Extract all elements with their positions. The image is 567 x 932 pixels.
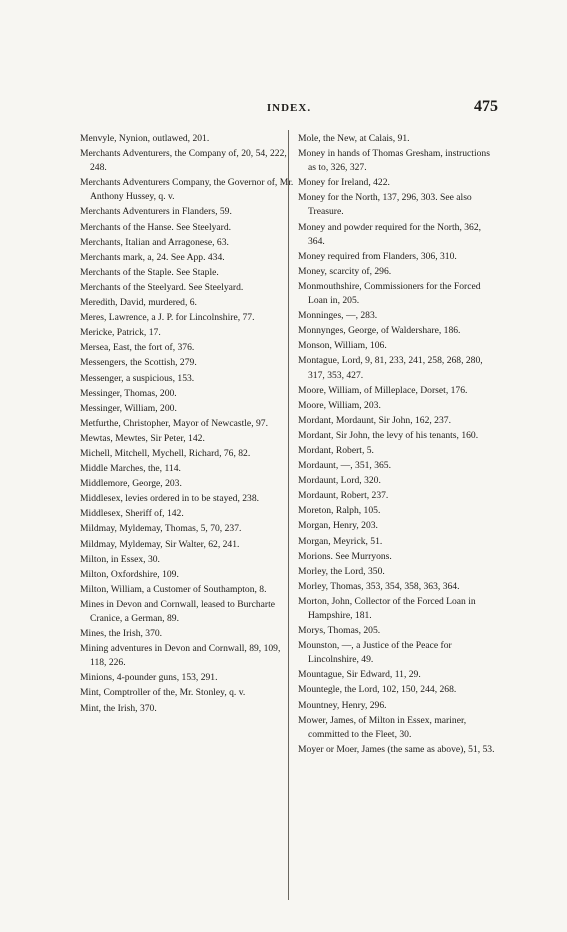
index-entry: Minions, 4-pounder guns, 153, 291. <box>80 672 218 684</box>
index-entry: Mounston, —, a Justice of the Peace for Lincolnshire, 49. <box>298 640 452 666</box>
index-entry: Middlesex, Sheriff of, 142. <box>80 508 184 520</box>
index-entry: Menvyle, Nynion, outlawed, 201. <box>80 133 210 144</box>
index-entry: Mildmay, Myldemay, Sir Walter, 62, 241. <box>80 538 240 550</box>
index-entry: Mines in Devon and Cornwall, leased to Burcharte Cranice, a German, 89. <box>80 598 276 624</box>
index-entry: Meredith, David, murdered, 6. <box>80 297 197 309</box>
page-number: 475 <box>474 98 498 115</box>
index-entry: Money required from Flanders, 306, 310. <box>298 250 457 262</box>
index-entry: Monmouthshire, Commissioners for the Forced Loan in, 205. <box>298 280 481 307</box>
index-entry: Mint, the Irish, 370. <box>80 702 157 714</box>
index-entry: Mordant, Robert, 5. <box>298 444 374 456</box>
index-entry: Monson, William, 106. <box>298 340 387 352</box>
index-entry: Messengers, the Scottish, 279. <box>80 357 197 369</box>
index-entry: Mint, Comptroller of the, Mr. Stonley, q. v. <box>80 687 246 699</box>
index-entry: Mersea, East, the fort of, 376. <box>80 342 195 354</box>
index-entry: Merchants Adventurers in Flanders, 59. <box>80 206 232 218</box>
index-entry: Merchants Adventurers, the Company of, 20, 54, 222, 248. <box>80 148 287 174</box>
index-entry: Morley, the Lord, 350. <box>298 565 385 577</box>
index-entry: Money for the North, 137, 296, 303. See also Treasure. <box>298 192 472 218</box>
index-entry: Mericke, Patrick, 17. <box>80 327 161 339</box>
index-entry: Mountegle, the Lord, 102, 150, 244, 268. <box>298 684 457 696</box>
index-entry: Middle Marches, the, 114. <box>80 463 181 475</box>
index-entry: Michell, Mitchell, Mychell, Richard, 76, 82. <box>80 447 251 459</box>
index-entry: Mordant, Sir John, the levy of his tenants, 160. <box>298 429 479 441</box>
index-entry: Mountague, Sir Edward, 11, 29. <box>298 669 421 681</box>
index-entry: Merchants mark, a, 24. See App. 434. <box>80 251 225 263</box>
index-entry: Milton, Oxfordshire, 109. <box>80 568 179 580</box>
index-entry: Mole, the New, at Calais, 91. <box>298 133 410 144</box>
index-entry: Morgan, Meyrick, 51. <box>298 535 383 547</box>
index-entry: Morley, Thomas, 353, 354, 358, 363, 364. <box>298 580 460 592</box>
index-entry: Moreton, Ralph, 105. <box>298 505 381 517</box>
index-entry: Merchants, Italian and Arragonese, 63. <box>80 236 229 248</box>
index-entry: Morton, John, Collector of the Forced Loan in Hampshire, 181. <box>298 595 476 621</box>
index-entry: Money, scarcity of, 296. <box>298 265 392 277</box>
index-entry: Mewtas, Mewtes, Sir Peter, 142. <box>80 432 205 444</box>
index-entry: Moore, William, 203. <box>298 399 381 411</box>
column-divider <box>288 130 289 900</box>
index-entry: Milton, William, a Customer of Southampton, 8. <box>80 583 267 595</box>
index-entry: Merchants Adventurers Company, the Governor of, Mr. Anthony Hussey, q. v. <box>80 177 294 203</box>
index-entry: Milton, in Essex, 30. <box>80 553 160 565</box>
index-entry: Morys, Thomas, 205. <box>298 625 381 637</box>
page-header <box>80 98 498 118</box>
index-entry: Morgan, Henry, 203. <box>298 520 378 532</box>
index-entry: Monninges, —, 283. <box>298 310 378 322</box>
index-entry: Metfurthe, Christopher, Mayor of Newcastle, 97. <box>80 417 268 429</box>
header-title: INDEX. <box>266 102 312 114</box>
index-entry: Moore, William, of Milleplace, Dorset, 176. <box>298 384 468 396</box>
index-entry: Messinger, Thomas, 200. <box>80 387 177 399</box>
index-entry: Monnynges, George, of Waldershare, 186. <box>298 325 461 337</box>
index-entry: Mordaunt, Lord, 320. <box>298 475 381 487</box>
index-entry: Mordaunt, Robert, 237. <box>298 490 389 502</box>
index-entry: Messinger, William, 200. <box>80 402 177 414</box>
index-entry: Mildmay, Myldemay, Thomas, 5, 70, 237. <box>80 523 242 535</box>
index-entry: Money for Ireland, 422. <box>298 177 390 189</box>
index-entry: Mower, James, of Milton in Essex, mariner, committed to the Fleet, 30. <box>298 714 467 740</box>
index-entry: Messenger, a suspicious, 153. <box>80 372 195 384</box>
index-entry: Morions. See Murryons. <box>298 550 392 562</box>
index-entry: Merchants of the Staple. See Staple. <box>80 266 219 278</box>
index-entry: Mountney, Henry, 296. <box>298 699 387 711</box>
index-entry: Mining adventures in Devon and Cornwall, 89, 109, 118, 226. <box>80 643 281 669</box>
index-column-left <box>80 132 294 717</box>
index-entry: Merchants of the Hanse. See Steelyard. <box>80 221 232 233</box>
index-entry: Mordaunt, —, 351, 365. <box>298 460 392 472</box>
index-entry: Middlesex, levies ordered in to be stayed, 238. <box>80 493 260 505</box>
index-entry: Money in hands of Thomas Gresham, instructions as to, 326, 327. <box>298 148 490 174</box>
index-entry: Montague, Lord, 9, 81, 233, 241, 258, 268, 280, 317, 353, 427. <box>298 355 483 381</box>
index-entry: Mordant, Mordaunt, Sir John, 162, 237. <box>298 414 451 426</box>
index-column-right <box>298 132 498 758</box>
index-entry: Mines, the Irish, 370. <box>80 628 163 640</box>
index-entry: Moyer or Moer, James (the same as above), 51, 53. <box>298 743 495 755</box>
index-entry: Meres, Lawrence, a J. P. for Lincolnshire, 77. <box>80 312 255 324</box>
index-entry: Middlemore, George, 203. <box>80 478 182 490</box>
index-entry: Money and powder required for the North, 362, 364. <box>298 221 482 247</box>
index-entry: Merchants of the Steelyard. See Steelyard. <box>80 281 244 293</box>
